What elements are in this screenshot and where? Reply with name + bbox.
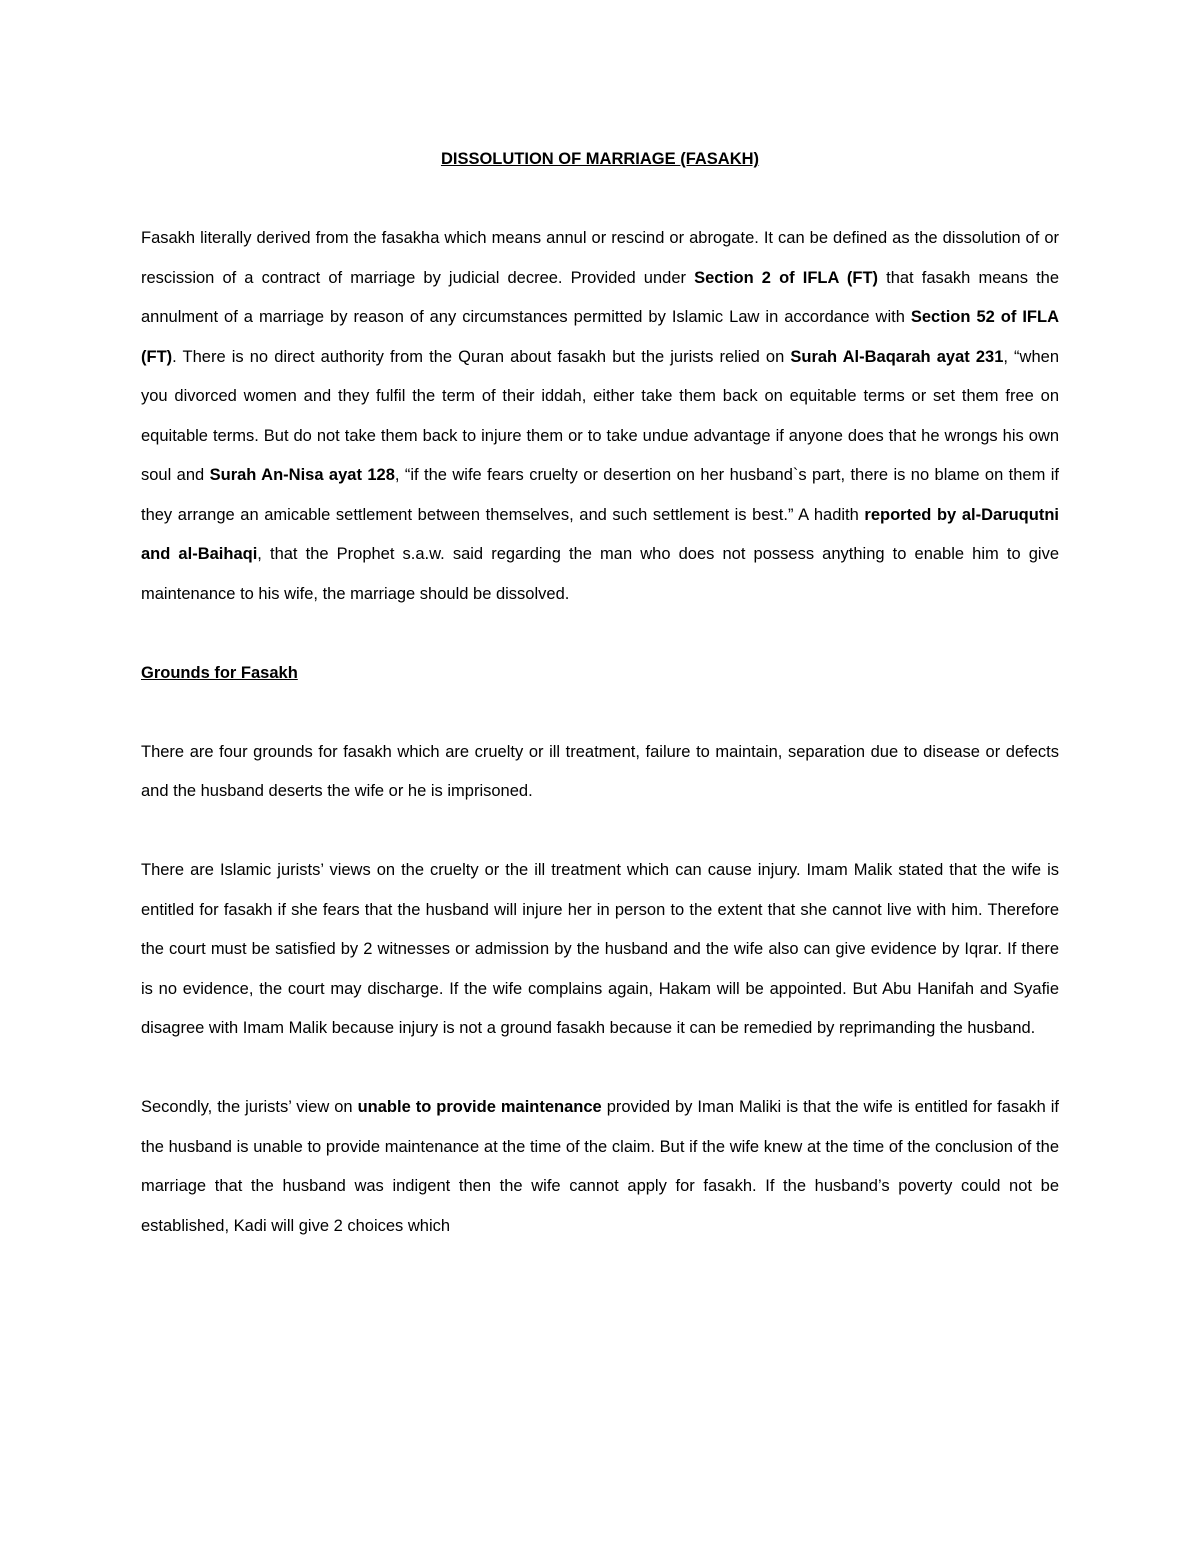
intro-bold-1: Section 2 of IFLA (FT) <box>694 268 879 287</box>
intro-bold-5: reported by al-Daruqutni and al-Baihaqi <box>141 505 1059 563</box>
intro-text-5: , “if the wife fears cruelty or desertion on her husband`s part, there is no blame on them if they arrange an amicable settlement between themselves, and such settlement is best.” A hadith <box>141 466 1059 524</box>
maintenance-paragraph <box>141 1088 1059 1246</box>
spacer <box>141 614 1059 654</box>
spacer <box>141 180 1059 220</box>
intro-bold-4: Surah An-Nisa ayat 128 <box>209 466 395 484</box>
cruelty-paragraph: There are Islamic jurists’ views on the cruelty or the ill treatment which can cause injury. Imam Malik stated that the wife is entitled for fasakh if she fears that the husband will injure her in person to the extent that she cannot live with him. Therefore the court must be satisfied by 2 witnesses or admission by the husband and the wife also can give evidence by Iqrar. If there is no evidence, the court may discharge. If the wife complains again, Hakam will be appointed. But Abu Hanifah and Syafie disagree with Imam Malik because injury is not a ground fasakh because it can be remedied by reprimanding the husband. <box>141 861 1059 1037</box>
intro-text-6: , that the Prophet s.a.w. said regarding the man who does not possess anything to enable him to give maintenance to his wife, the marriage should be dissolved. <box>141 545 1059 603</box>
page-content <box>141 140 1059 1246</box>
maintenance-text-1: Secondly, the jurists’ view on <box>141 1098 358 1116</box>
maintenance-text-2: provided by Iman Maliki is that the wife is entitled for fasakh if the husband is unable to provide maintenance at the time of the claim. But if the wife knew at the time of the conclusion of the marriage that the husband was indigent then the wife cannot apply for fasakh. If the husband’s poverty could not be established, Kadi will give 2 choices which <box>141 1098 1059 1235</box>
maintenance-bold-1: unable to provide maintenance <box>357 1098 602 1116</box>
intro-bold-3: Surah Al-Baqarah ayat 231 <box>790 347 1004 366</box>
intro-bold-2: Section 52 of IFLA (FT) <box>141 308 1059 366</box>
intro-text-3: . There is no direct authority from the Quran about fasakh but the jurists relied on <box>172 347 791 366</box>
spacer <box>141 693 1059 733</box>
intro-text-4: , “when you divorced women and they fulfil the term of their iddah, either take them back on equitable terms or set them free on equitable terms. But do not take them back to injure them or to take undue advantage if anyone does that he wrongs his own soul and <box>141 347 1059 484</box>
intro-text-2: that fasakh means the annulment of a marriage by reason of any circumstances permitted by Islamic Law in accordance with <box>141 268 1060 326</box>
intro-text-1: Fasakh literally derived from the fasakha which means annul or rescind or abrogate. It can be defined as the dissolution of or rescission of a contract of marriage by judicial decree. Provided under <box>141 229 1059 287</box>
document-title: DISSOLUTION OF MARRIAGE (FASAKH) <box>440 150 760 168</box>
grounds-paragraph: There are four grounds for fasakh which are cruelty or ill treatment, failure to maintain, separation due to disease or defects and the husband deserts the wife or he is imprisoned. <box>141 742 1059 800</box>
grounds-heading: Grounds for Fasakh <box>141 663 298 682</box>
intro-paragraph <box>141 219 1059 614</box>
spacer <box>141 812 1059 852</box>
spacer <box>141 1049 1059 1089</box>
